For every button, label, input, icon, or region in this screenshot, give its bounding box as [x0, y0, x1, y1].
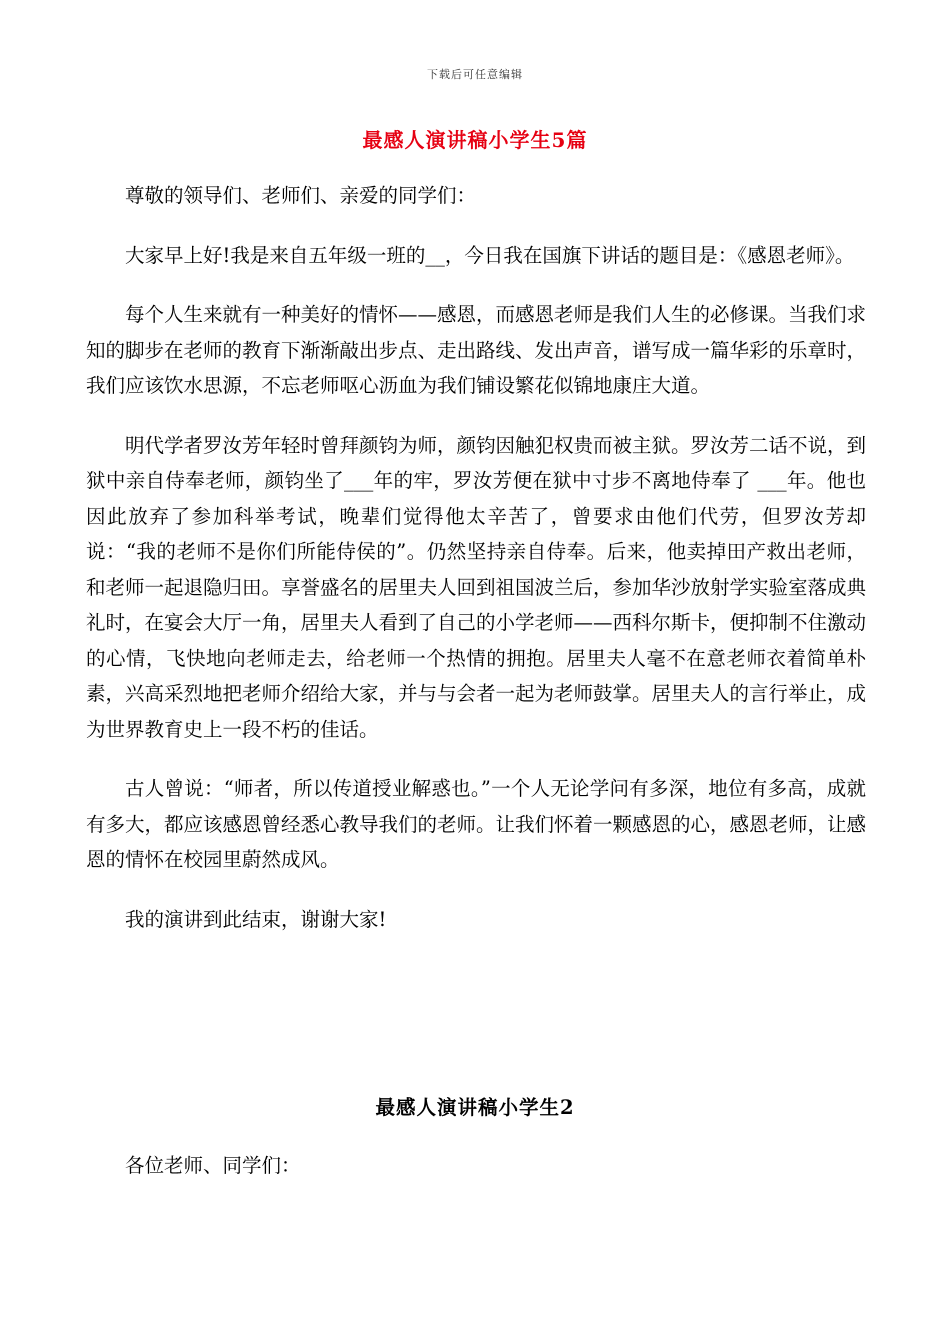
document-title: 最感人演讲稿小学生5篇 [362, 128, 588, 152]
section-title: 最感人演讲稿小学生2 [375, 1096, 575, 1119]
paragraph-closing: 我的演讲到此结束，谢谢大家! [125, 907, 387, 931]
speech-body [86, 178, 866, 961]
paragraph-opening: 大家早上好!我是来自五年级一班的__，今日我在国旗下讲话的题目是：《感恩老师》。 [125, 243, 855, 267]
paragraph-greeting: 尊敬的领导们、老师们、亲爱的同学们： [125, 184, 477, 207]
paragraph-ancients: 古人曾说：“师者，所以传道授业解惑也。”一个人无论学问有多深，地位有多高，成就有多大，都应该感恩曾经悉心教导我们的老师。让我们怀着一颗感恩的心，感恩老师，让感恩的情怀在校园里蔚然成风。 [86, 777, 867, 871]
header-note: 下载后可任意编辑 [427, 68, 523, 81]
paragraph-stories: 明代学者罗汝芳年轻时曾拜颜钧为师，颜钧因触犯权贵而被主狱。罗汝芳二话不说，到狱中亲自侍奉老师，颜钧坐了___年的牢，罗汝芳便在狱中寸步不离地侍奉了 ___年。他也因此放弃了参加科举考试，晚辈们觉得他太辛苦了，曾要求由他们代劳，但罗汝芳却说：“我的老师不是你们所能侍侯的”。仍然坚持亲自侍奉。后来，他卖掉田产救出老师，和老师一起退隐归田。享誉盛名的居里夫人回到祖国波兰后，参加华沙放射学实验室落成典礼时，在宴会大厅一角，居里夫人看到了自己的小学老师——西科尔斯卡，便抑制不住激动的心情，飞快地向老师走去，给老师一个热情的拥抱。居里夫人毫不在意老师衣着简单朴素，兴高采烈地把老师介绍给大家，并与与会者一起为老师鼓掌。居里夫人的言行举止，成为世界教育史上一段不朽的佳话。 [86, 433, 867, 741]
paragraph-gratitude: 每个人生来就有一种美好的情怀——感恩，而感恩老师是我们人生的必修课。当我们求知的脚步在老师的教育下渐渐敲出步点、走出路线、发出声音，谱写成一篇华彩的乐章时，我们应该饮水思源，不忘老师呕心沥血为我们铺设繁花似锦地康庄大道。 [86, 303, 867, 397]
section-greeting: 各位老师、同学们： [125, 1154, 301, 1177]
